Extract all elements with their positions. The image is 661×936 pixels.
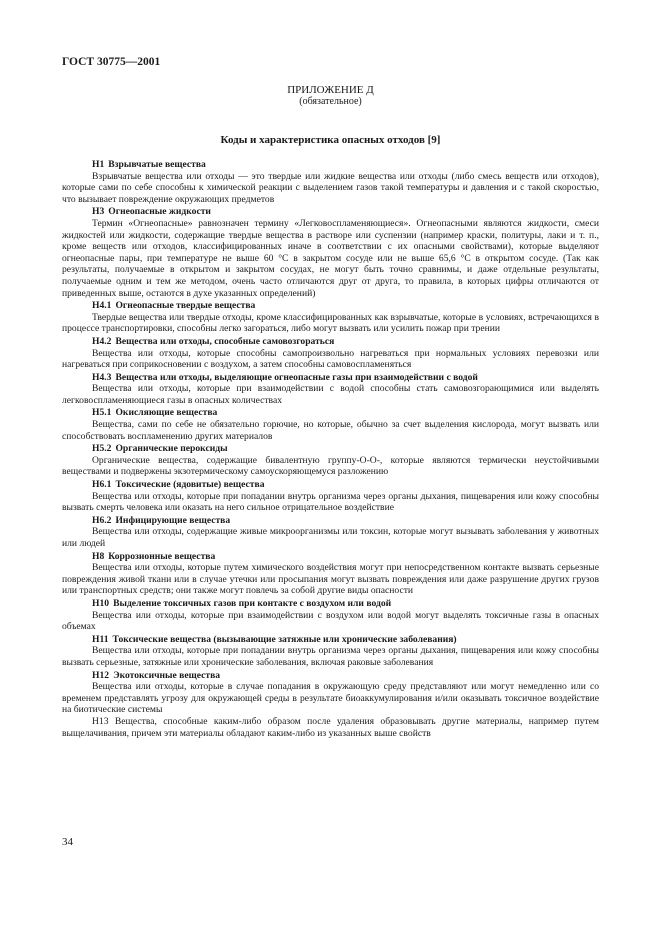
section-heading: Огнеопасные твердые вещества [115,300,256,312]
section [62,479,599,514]
appendix-subtitle: (обязательное) [299,96,362,107]
section [62,159,599,205]
section-code: Н4.2 [92,335,112,347]
section [62,336,599,371]
section [62,634,599,669]
section-code: Н4.1 [92,300,112,312]
section-text: Вещества или отходы, которые при попадании внутрь организма через органы дыхания, пищеварения или кожу способны вызвать смерть человека или оказать на него сильное отрицательное воздействие [62,490,599,514]
section-text: Твердые вещества или твердые отходы, кроме классифицированных как взрывчатые, которые в условиях, встречающихся в процессе транспортировки, способны легко загораться, либо могут вызвать или усилить пожар при трении [62,311,599,335]
section-text: Вещества или отходы, которые путем химического воздействия могут при непосредственном контакте вызвать серьезные повреждения живой ткани или в случае утечки или просыпания могут вызвать повреждения или даже разрушение других грузов или транспортных средств; они также могут повлечь за собой другие виды опасности [62,562,599,597]
section-heading: Вещества или отходы, способные самовозгораться [115,335,335,347]
document-body [62,158,599,739]
section-heading: Вещества или отходы, выделяющие огнеопасные газы при взаимодействии с водой [115,371,478,383]
section-heading: Окисляющие вещества [115,407,218,419]
section-text: Вещества, сами по себе не обязательно горючие, но которые, обычно за счет выделения кислорода, могут вызвать или способствовать воспламенению других материалов [62,419,599,442]
section-text: Термин «Огнеопасные» равнозначен термину «Легковоспламеняющиеся». Огнеопасными являются жидкости, смеси жидкостей или жидкости, содержащие твердые вещества в растворе или суспензии (например краски, политуры, лаки и т. п., кроме веществ или отходов, классифицированных иначе в соответствии с их опасными свойствами), которые выделяют огнеопасные пары, при температуре не выше 60 °С в закрытом сосуде или не выше 65,6 °С в открытом сосуде. (Так как результаты, получаемые в открытом и закрытом сосудах, не могут быть точно сравнимы, и даже отдельные результаты, получаемые одним и тем же методом, очень часто отличаются друг от друга, то правила, в которых цифры отличаются от приведенных выше, остаются в духе указанных определений) [62,217,599,299]
document-code: ГОСТ 30775—2001 [62,56,161,68]
section [62,300,599,335]
section-code: Н11 [92,633,109,645]
section-code: Н5.1 [92,407,112,419]
section-heading: Экотоксичные вещества [113,669,221,681]
section-code: Н4.3 [92,371,112,383]
section-code: Н3 [92,206,105,218]
section-text: Вещества или отходы, которые в случае попадания в окружающую среду представляют или могут немедленно или со временем представлять угрозу для окружающей среды в результате биоаккумулирования и/или оказывать токсичное воздействие на биотические системы [62,681,599,716]
section-heading: Взрывчатые вещества [108,159,206,170]
section-heading: Токсические (ядовитые) вещества [115,479,265,491]
section-code: Н5.2 [92,443,112,455]
section [62,206,599,299]
section-code: Н6.2 [92,514,112,526]
section-heading: Органические пероксиды [115,443,228,455]
section-text: Вещества или отходы, которые при попадании внутрь организма через органы дыхания, пищеварения или кожу способны вызвать серьезные, затяжные или хронические заболевания, включая раковые заболевания [62,645,599,668]
section-text: Органические вещества, содержащие бивалентную группу-О-О-, которые являются термически неустойчивыми веществами и подвержены экзотермическому самоускоряющемуся разложению [62,454,599,478]
section-code: Н6.1 [92,479,112,491]
section [62,407,599,442]
section-heading: Огнеопасные жидкости [108,206,211,218]
section-heading: Инфицирующие вещества [115,514,231,526]
section [62,443,599,478]
final-paragraph: Н13 Вещества, способные каким-либо образом после удаления образовывать другие материалы, например путем выщелачивания, причем эти материалы обладают каким-либо из указанных выше свойств [62,715,599,739]
section-text: Вещества или отходы, которые способны самопроизвольно нагреваться при нормальных условиях перевозки или нагреваться при соприкосновении с воздухом, а затем способны самовоспламеняться [62,347,599,371]
section-text: Взрывчатые вещества или отходы — это твердые или жидкие вещества или отходы (либо смесь веществ или отходов), которые сами по себе способны к химической реакции с выделением газов такой температуры и давления и с такой скоростью, что вызывает повреждение окружающих предметов [62,170,599,205]
section-heading: Коррозионные вещества [108,550,216,562]
section-text: Вещества или отходы, которые при взаимодействии с воздухом или водой могут выделять токсичные газы в опасных объемах [62,609,599,633]
appendix-title: ПРИЛОЖЕНИЕ Д [287,84,374,96]
section-code: Н10 [92,597,110,609]
section-code: Н12 [92,669,110,681]
section-text: Вещества или отходы, содержащие живые микроорганизмы или токсин, которые могут вызывать заболевания у животных или людей [62,526,599,549]
section [62,551,599,597]
section-heading: Выделение токсичных газов при контакте с воздухом или водой [113,597,392,609]
page-number: 34 [62,836,73,848]
section-heading: Токсические вещества (вызывающие затяжные или хронические заболевания) [112,633,457,645]
section [62,670,599,716]
section [62,598,599,633]
section [62,515,599,550]
section-code: Н8 [92,550,105,562]
section-code: Н1 [92,159,105,170]
page-title: Коды и характеристика опасных отходов [9] [220,134,441,146]
section [62,372,599,407]
section-text: Вещества или отходы, которые при взаимодействии с водой способны стать самовозгорающимися или выделять легковоспламеняющиеся газы в опасных количествах [62,383,599,406]
